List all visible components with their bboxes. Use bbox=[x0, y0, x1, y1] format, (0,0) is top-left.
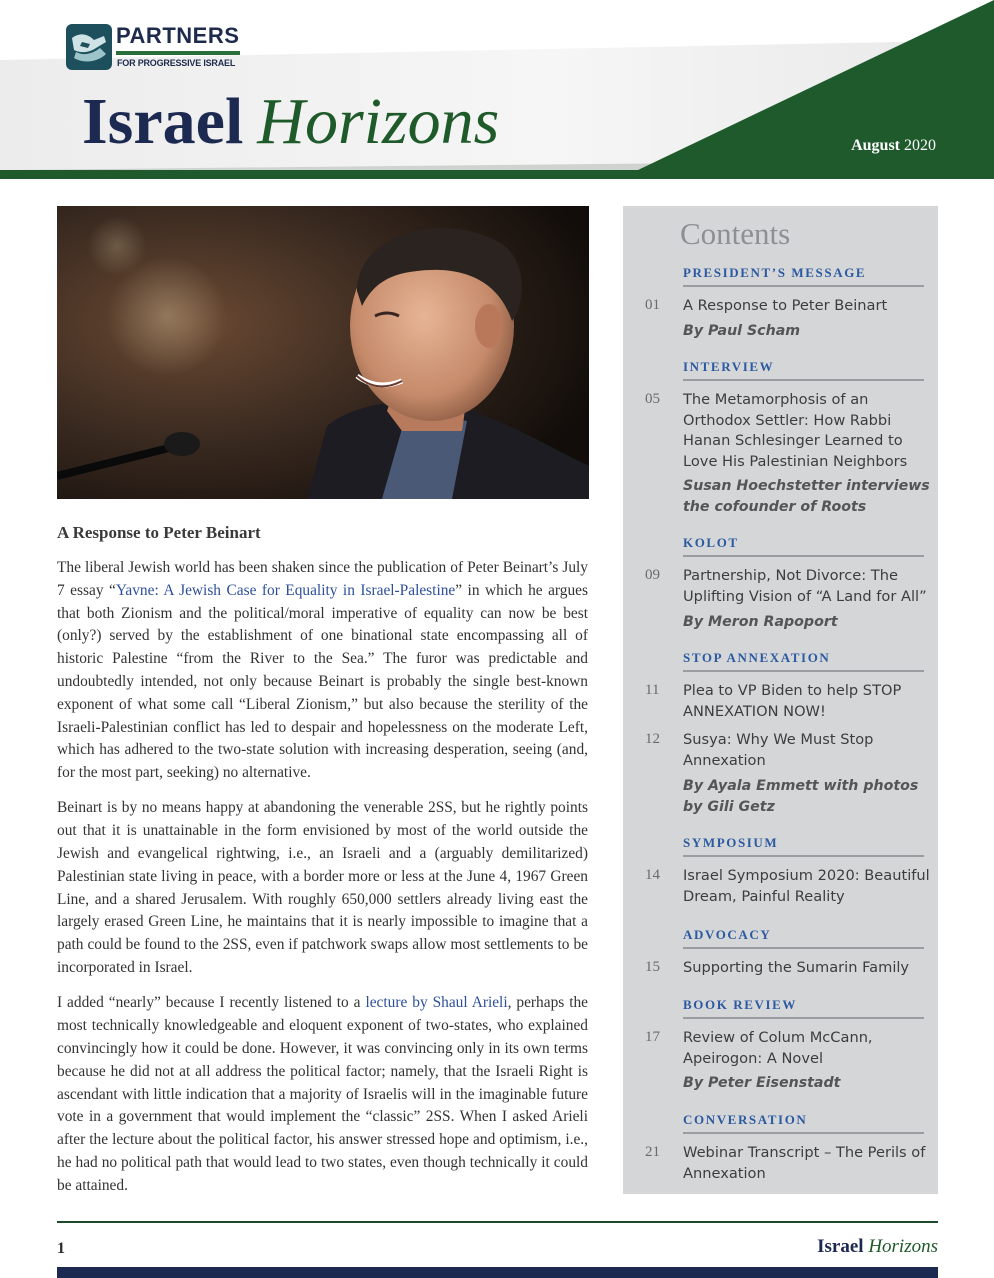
toc-entry-title: Webinar Transcript – The Perils of Annexation bbox=[683, 1144, 926, 1182]
toc-entry-byline: Susan Hoechstetter interviews the cofounder of Roots bbox=[683, 478, 930, 515]
toc-entry-title: Susya: Why We Must Stop Annexation bbox=[683, 731, 874, 769]
lecture-link[interactable]: lecture by Shaul Arieli bbox=[365, 994, 508, 1012]
toc-entry-title: Review of Colum McCann, Apeirogon: A Novel bbox=[683, 1029, 873, 1067]
toc-entry-byline: By Ayala Emmett with photos by Gili Getz bbox=[683, 778, 919, 815]
toc-page-number: 09 bbox=[645, 567, 660, 583]
toc-entry-byline: By Peter Eisenstadt bbox=[683, 1075, 841, 1091]
issue-year: 2020 bbox=[904, 137, 936, 154]
article-text: The liberal Jewish world has been shaken since the publication of Peter Beinart’s July 7 essay “ bbox=[57, 559, 588, 599]
toc-entry-title: Partnership, Not Divorce: The Uplifting Vision of “A Land for All” bbox=[683, 567, 927, 605]
publication-title-word1: Israel bbox=[82, 85, 244, 158]
toc-entry-title: Plea to VP Biden to help STOP ANNEXATION NOW! bbox=[683, 682, 902, 720]
contents-heading: Contents bbox=[680, 216, 791, 251]
toc-page-number: 21 bbox=[645, 1144, 660, 1160]
toc-entry-byline: By Meron Rapoport bbox=[683, 614, 838, 630]
article-text: ” in which he argues that both Zionism and the political/moral imperative of equality can now be best (only?) served by the establishment of one binational state encompassing all of historic Palestine “from the River to the Sea.” The furor was predictable and undoubtedly intended, not only because Beinart is probably the single best-known exponent of what some call “Liberal Zionism,” but also because the sterility of the Israeli-Palestinian conflict has led to despair and hopelessness on the moderate Left, which has adhered to the two-state solution with increasing desperation, seeing (and, for the most part, seeking) no alternative. bbox=[57, 581, 588, 782]
toc-page-number: 05 bbox=[645, 391, 660, 407]
toc-page-number: 14 bbox=[645, 867, 660, 883]
article-text: , perhaps the most technically knowledgeable and eloquent exponent of two-states, who explained convincingly how it could be done. However, it was convincing only in its own terms because he did not at all address the political factor; namely, that the Israeli Right is ascendant with little indication that a majority of Israelis will in the imaginable future vote in a government that would implement the “classic” 2SS. When I asked Arieli after the lecture about the political factor, his answer stressed hope and optimism, i.e., he had no political path that would lead to two states, even though technically it could be attained. bbox=[57, 994, 589, 1194]
footer-divider bbox=[57, 1221, 938, 1223]
handshake-icon bbox=[66, 24, 112, 70]
masthead-header bbox=[0, 0, 994, 180]
article-paragraph-2: Beinart is by no means happy at abandoning the venerable 2SS, but he rightly points out that it is unattainable in the form envisioned by most of the world outside the Jewish and evangelical rightwing, i.e., an Israeli and a (arguably demilitarized) Palestinian state living in peace, with a border more or less at the June 4, 1967 Green Line, and a shared Jerusalem. With roughly 650,000 settlers already living east the largely erased Green Line, he maintains that it is nearly impossible to imagine that a path could be found to the 2SS, even if patchwork swaps allow most settlements to be incorporated in Israel. bbox=[57, 799, 588, 977]
article-paragraph-3 bbox=[57, 992, 588, 1197]
toc-page-number: 12 bbox=[645, 731, 660, 747]
issue-date bbox=[820, 137, 936, 155]
logo-divider bbox=[116, 51, 240, 55]
toc-entry-title: A Response to Peter Beinart bbox=[683, 297, 888, 314]
section-heading-stop-annexation: STOP ANNEXATION bbox=[683, 650, 924, 672]
section-heading-symposium: SYMPOSIUM bbox=[683, 835, 924, 857]
footer-title-word2: Horizons bbox=[868, 1236, 938, 1257]
toc-page-number: 01 bbox=[645, 297, 660, 313]
section-heading-interview: INTERVIEW bbox=[683, 359, 924, 381]
toc-page-number: 15 bbox=[645, 959, 660, 975]
footer-bar bbox=[57, 1267, 938, 1278]
speaker-photo bbox=[57, 206, 589, 499]
footer-title-word1: Israel bbox=[817, 1236, 864, 1257]
article-title: A Response to Peter Beinart bbox=[57, 523, 261, 542]
issue-month: August bbox=[851, 137, 900, 154]
article-body bbox=[57, 557, 588, 1210]
article-text: I added “nearly” because I recently listened to a bbox=[57, 994, 366, 1012]
section-heading-conversation: CONVERSATION bbox=[683, 1112, 924, 1134]
contents-sidebar bbox=[623, 206, 938, 1194]
partners-logo[interactable] bbox=[66, 24, 256, 74]
article-paragraph-1 bbox=[57, 557, 588, 785]
page-number: 1 bbox=[57, 1240, 65, 1257]
toc-entry-byline: By Paul Scham bbox=[683, 323, 801, 339]
publication-title bbox=[82, 82, 499, 162]
section-heading-advocacy: ADVOCACY bbox=[683, 927, 924, 949]
logo-subtitle: FOR PROGRESSIVE ISRAEL bbox=[117, 58, 236, 68]
toc-entry-title: Israel Symposium 2020: Beautiful Dream, Painful Reality bbox=[683, 867, 930, 905]
essay-link[interactable]: Yavne: A Jewish Case for Equality in Israel-Palestine bbox=[115, 581, 456, 599]
footer-publication-title bbox=[760, 1236, 938, 1258]
toc-page-number: 11 bbox=[645, 682, 660, 698]
logo-name: PARTNERS bbox=[116, 23, 240, 48]
section-heading-kolot: KOLOT bbox=[683, 535, 924, 557]
toc-entry-title: The Metamorphosis of an Orthodox Settler: How Rabbi Hanan Schlesinger Learned to Love His Palestinian Neighbors bbox=[683, 391, 908, 470]
section-heading-book-review: BOOK REVIEW bbox=[683, 997, 924, 1019]
toc-page-number: 17 bbox=[645, 1029, 660, 1045]
publication-title-word2: Horizons bbox=[257, 85, 500, 158]
toc-entry-title: Supporting the Sumarin Family bbox=[683, 959, 910, 976]
section-heading-presidents-message: PRESIDENT’S MESSAGE bbox=[683, 265, 924, 287]
